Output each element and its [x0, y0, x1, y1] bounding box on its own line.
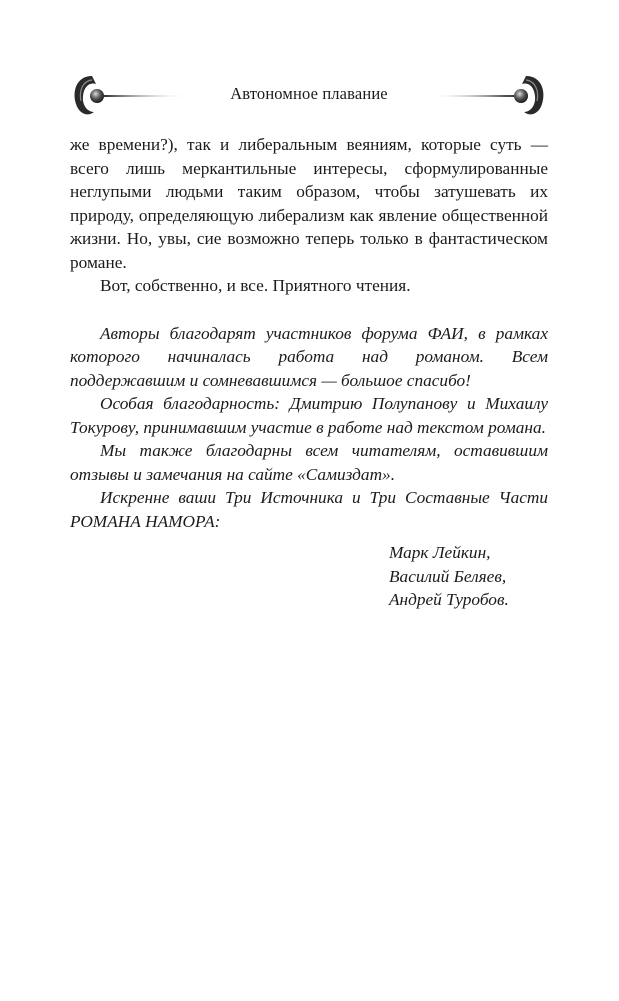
signature-line: Андрей Туробов.: [389, 590, 509, 609]
acknowledgement-paragraph: Искренне ваши Три Источника и Три Составные Части РОМАНА НАМОРА:: [70, 488, 548, 531]
section-gap: [70, 298, 548, 322]
running-title: Автономное плавание: [230, 84, 388, 103]
acknowledgement-paragraph: Авторы благодарят участников форума ФАИ, в рамках которого начиналась работа над романом. Всем поддержавшим и сомневавшимся — большое спасибо!: [70, 323, 548, 390]
acknowledgement-paragraph: Особая благодарность: Дмитрию Полупанову и Михаилу Токурову, принимавшим участие в работе над текстом романа.: [70, 394, 548, 437]
page-text: [70, 133, 548, 533]
body-paragraph: Вот, собственно, и все. Приятного чтения.: [100, 276, 411, 295]
running-header: [70, 72, 548, 120]
body-paragraph: же времени?), так и либеральным веяниям, которые суть — всего лишь меркантильные интересы, сформулированные неглупыми людьми таким образом, чтобы затушевать их природу, определяющую либерализм как явление общественной жизни. Но, увы, сие возможно теперь только в фантастическом романе.: [70, 135, 548, 272]
acknowledgement-paragraph: Мы также благодарны всем читателям, оставившим отзывы и замечания на сайте «Самиздат».: [70, 441, 548, 484]
signature-block: [389, 541, 509, 612]
signature-line: Марк Лейкин,: [389, 543, 491, 562]
signature-line: Василий Беляев,: [389, 566, 507, 586]
earring-ornament-icon: [428, 72, 548, 120]
